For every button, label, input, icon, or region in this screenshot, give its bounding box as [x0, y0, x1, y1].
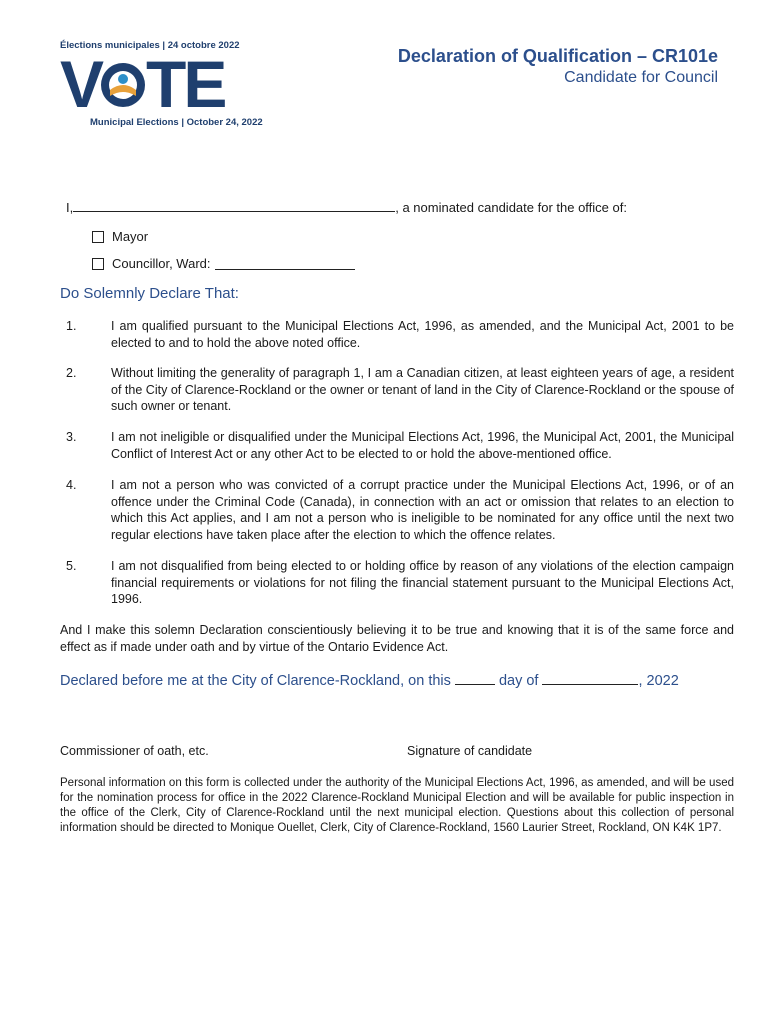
declared-line [60, 672, 679, 689]
declaration-item [66, 318, 734, 351]
item-number: 2. [66, 366, 77, 380]
mayor-label: Mayor [112, 229, 149, 244]
document-subtitle: Candidate for Council [564, 69, 718, 86]
day-field[interactable] [455, 672, 495, 685]
item-text: I am qualified pursuant to the Municipal Elections Act, 1996, as amended, and the Municipal Act, 2001 to be elected to and to hold the above noted office. [111, 319, 734, 350]
section-heading: Do Solemnly Declare That: [60, 285, 239, 302]
privacy-notice: Personal information on this form is collected under the authority of the Municipal Elections Act, 1996, as amended, and will be used for the nomination process for office in the 2022 Clarence-Rockland Municipal Election and will be available for public inspection in the office of the Clerk, City of Clarence-Rockland until the next municipal election. Questions about this collection of personal information should be directed to Monique Ouellet, Clerk, City of Clarence-Rockland, 1560 Laurier Street, Rockland, ON K4K 1P7. [60, 777, 734, 834]
councillor-label: Councillor, Ward: [112, 256, 211, 271]
item-text: I am not disqualified from being elected to or holding office by reason of any violations of the election campaign financial requirements or violations for not filing the financial statement pursuant to the Municipal Elections Act, 1996. [111, 559, 734, 606]
mayor-checkbox[interactable] [92, 231, 104, 243]
ward-field[interactable] [215, 257, 355, 270]
logo-top-text: Élections municipales | 24 octobre 2022 [60, 40, 240, 51]
item-text: I am not a person who was convicted of a corrupt practice under the Municipal Elections Act, 1996, or of an offence under the Criminal Code (Canada), in connection with an act or omission that relates to an election to which this Act applies, and I am not a person who is ineligible to be nominated for any office until the next two regular elections have taken place after the election to which the offence relates. [111, 478, 734, 542]
month-field[interactable] [542, 672, 638, 685]
svg-text:TE: TE [146, 52, 225, 114]
logo-bottom-text: Municipal Elections | October 24, 2022 [90, 117, 263, 128]
item-text: Without limiting the generality of paragraph 1, I am a Canadian citizen, at least eighteen years of age, a resident of the City of Clarence-Rockland or the owner or tenant of land in the City of Clarence-Rockland or the spouse of such owner or tenant. [111, 366, 734, 413]
item-text: I am not ineligible or disqualified under the Municipal Elections Act, 1996, the Municipal Act, 2001, the Municipal Conflict of Interest Act or any other Act to be elected to or hold the above-mentioned office. [111, 430, 734, 461]
item-number: 3. [66, 430, 77, 444]
candidate-name-field[interactable] [73, 199, 395, 212]
commissioner-label: Commissioner of oath, etc. [60, 744, 209, 758]
declared-part3: , 2022 [638, 673, 679, 689]
option-councillor [92, 256, 355, 271]
councillor-checkbox[interactable] [92, 258, 104, 270]
candidate-name-line [66, 199, 627, 215]
vote-logo [60, 40, 263, 130]
declaration-item [66, 477, 734, 543]
declared-part1: Declared before me at the City of Clarence-Rockland, on this [60, 673, 451, 689]
item-number: 5. [66, 559, 77, 573]
option-mayor [92, 229, 148, 244]
document-title: Declaration of Qualification – CR101e [397, 46, 718, 66]
item-number: 1. [66, 319, 77, 333]
item-number: 4. [66, 478, 77, 492]
closing-statement: And I make this solemn Declaration conscientiously believing it to be true and knowing that it is of the same force and effect as if made under oath and by virtue of the Ontario Evidence Act. [60, 623, 734, 654]
document-title-block [398, 46, 718, 87]
declaration-item [66, 365, 734, 415]
declaration-item [66, 429, 734, 462]
svg-text:V: V [60, 52, 102, 114]
candidate-signature-label: Signature of candidate [407, 744, 533, 758]
declared-part2: day of [498, 673, 539, 689]
candidate-suffix: , a nominated candidate for the office of: [395, 200, 627, 215]
declaration-item [66, 558, 734, 608]
candidate-prefix: I, [66, 200, 74, 215]
vote-wordmark [60, 52, 230, 114]
